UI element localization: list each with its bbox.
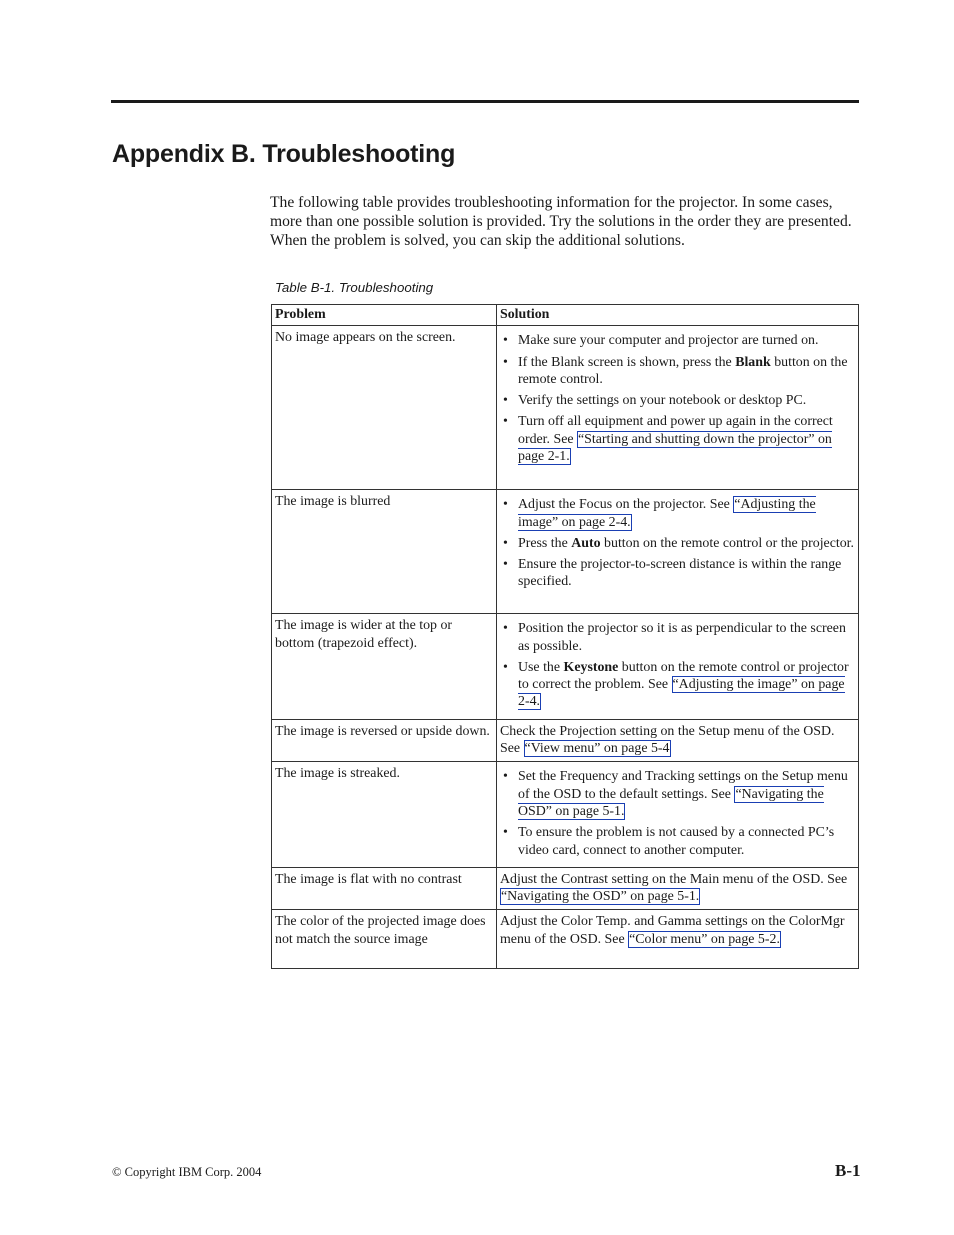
table-row — [272, 762, 859, 867]
problem-cell: The image is reversed or upside down. — [272, 719, 497, 762]
problem-cell: No image appears on the screen. — [272, 326, 497, 490]
solution-item: • If the Blank screen is shown, press the Blank button on the remote control. — [518, 354, 855, 389]
solution-cell — [497, 490, 859, 614]
solution-item: • Ensure the projector-to-screen distance is within the range specified. — [518, 556, 855, 591]
cross-reference-link[interactable]: “Adjusting the image” on page 2-4. — [518, 497, 816, 530]
table-row — [272, 614, 859, 719]
table-row — [272, 719, 859, 762]
solution-cell: Adjust the Color Temp. and Gamma settings on the ColorMgr menu of the OSD. See “Color menu” on page 5-2. — [497, 910, 859, 969]
solution-item: • Press the Auto button on the remote control or the projector. — [518, 535, 855, 552]
solution-list — [500, 332, 855, 465]
troubleshooting-table — [271, 304, 859, 969]
table-row — [272, 910, 859, 969]
solution-item: • To ensure the problem is not caused by a connected PC’s video card, connect to another computer. — [518, 824, 855, 859]
button-name: Keystone — [563, 659, 619, 675]
cross-reference-link[interactable]: “Color menu” on page 5-2. — [629, 931, 780, 947]
solution-item: • Use the Keystone button on the remote control or projector to correct the problem. See “Adjusting the image” on page 2-4. — [518, 659, 855, 711]
page-number: B-1 — [835, 1161, 861, 1180]
problem-cell: The image is streaked. — [272, 762, 497, 867]
solution-cell: Check the Projection setting on the Setup menu of the OSD. See “View menu” on page 5-4 — [497, 719, 859, 762]
page-title: Appendix B. Troubleshooting — [112, 140, 456, 168]
cross-reference-link[interactable]: “Adjusting the image” on page 2-4. — [518, 677, 845, 710]
problem-cell: The image is wider at the top or bottom (trapezoid effect). — [272, 614, 497, 719]
solution-header: Solution — [497, 305, 859, 326]
table-row — [272, 490, 859, 614]
cross-reference-link[interactable]: “View menu” on page 5-4 — [524, 741, 670, 757]
solution-item: • Verify the settings on your notebook or desktop PC. — [518, 392, 855, 409]
solution-item: • Make sure your computer and projector are turned on. — [518, 332, 855, 349]
solution-cell: Adjust the Contrast setting on the Main menu of the OSD. See “Navigating the OSD” on page 5-1. — [497, 867, 859, 910]
problem-cell: The color of the projected image does not match the source image — [272, 910, 497, 969]
header-rule — [111, 100, 859, 103]
button-name: Auto — [571, 535, 601, 551]
solution-cell — [497, 326, 859, 490]
cross-reference-link[interactable]: “Navigating the OSD” on page 5-1. — [518, 786, 824, 819]
copyright-notice: © Copyright IBM Corp. 2004 — [112, 1165, 262, 1179]
solution-list — [500, 620, 855, 710]
table-caption: Table B-1. Troubleshooting — [275, 280, 434, 295]
intro-paragraph: The following table provides troubleshooting information for the projector. In some cases, more than one possible solution is provided. Try the solutions in the order they are presented. When the problem is solved, you can skip the additional solutions. — [270, 194, 852, 249]
cross-reference-link[interactable]: “Navigating the OSD” on page 5-1. — [501, 889, 700, 905]
problem-header: Problem — [272, 305, 497, 326]
solution-item: • Set the Frequency and Tracking settings on the Setup menu of the OSD to the default settings. See “Navigating the OSD” on page 5-1. — [518, 768, 855, 820]
solution-list — [500, 496, 855, 590]
table-row — [272, 326, 859, 490]
table-row — [272, 867, 859, 910]
solution-item: • Position the projector so it is as perpendicular to the screen as possible. — [518, 620, 855, 655]
solution-item: • Adjust the Focus on the projector. See “Adjusting the image” on page 2-4. — [518, 496, 855, 531]
solution-item: • Turn off all equipment and power up again in the correct order. See “Starting and shutting down the projector” on page 2-1. — [518, 413, 855, 465]
solution-cell — [497, 614, 859, 719]
cross-reference-link[interactable]: “Starting and shutting down the projector” on page 2-1. — [518, 431, 832, 465]
problem-cell: The image is flat with no contrast — [272, 867, 497, 910]
button-name: Blank — [735, 354, 771, 370]
solution-list — [500, 768, 855, 858]
table-header-row — [272, 305, 859, 326]
problem-cell: The image is blurred — [272, 490, 497, 614]
solution-cell — [497, 762, 859, 867]
